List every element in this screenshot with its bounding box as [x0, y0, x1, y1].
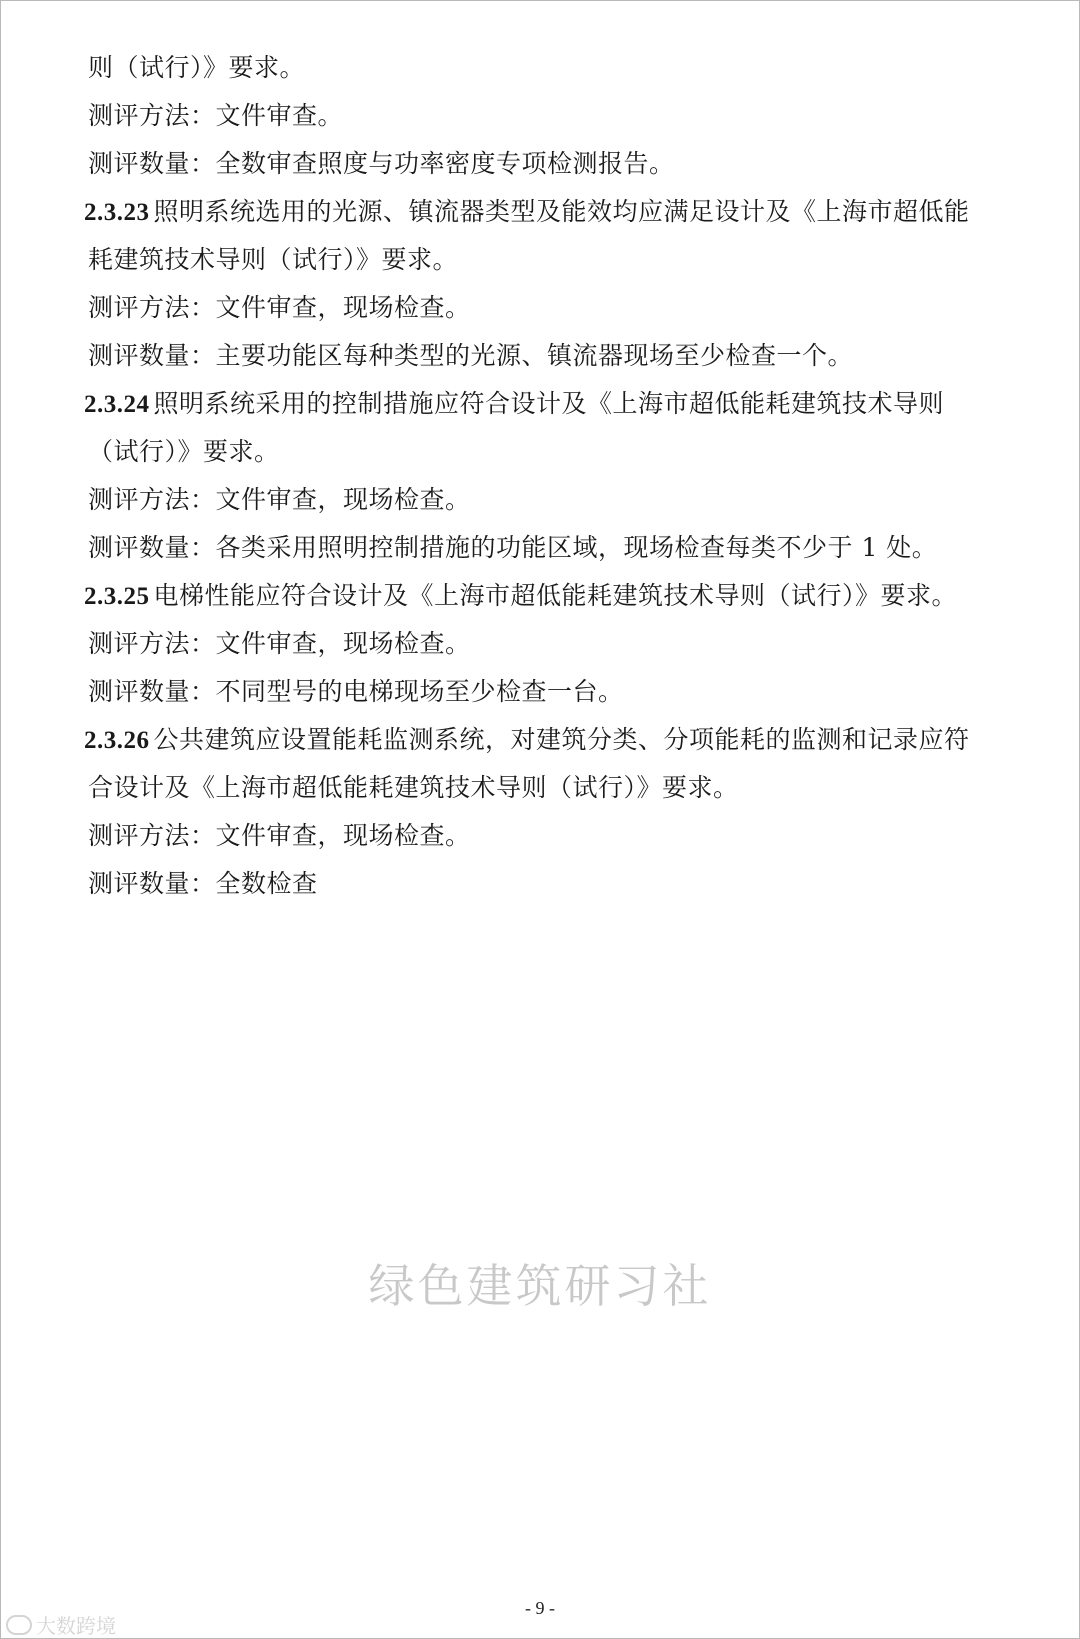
line-text: 测评方法：文件审查，现场检查。 — [88, 485, 471, 514]
line-text: 合设计及《上海市超低能耗建筑技术导则（试行）》要求。 — [88, 773, 739, 802]
clause-number: 2.3.25 — [84, 583, 150, 610]
line-text: 测评方法：文件审查，现场检查。 — [88, 629, 471, 658]
corner-logo — [6, 1610, 116, 1639]
line-text: 测评数量：全数检查 — [88, 869, 318, 898]
line-text: 测评数量：各类采用照明控制措施的功能区域，现场检查每类不少于 1 处。 — [88, 533, 938, 562]
cloud-logo-icon — [6, 1615, 32, 1635]
text-line — [84, 188, 999, 236]
watermark: 绿色建筑研习社 — [368, 1259, 712, 1313]
line-text: 测评方法：文件审查，现场检查。 — [88, 293, 471, 322]
text-line — [84, 428, 999, 476]
text-line — [84, 812, 999, 860]
line-text: 公共建筑应设置能耗监测系统，对建筑分类、分项能耗的监测和记录应符 — [153, 725, 970, 754]
line-text: 测评方法：文件审查。 — [88, 101, 344, 130]
line-text: 电梯性能应符合设计及《上海市超低能耗建筑技术导则（试行）》要求。 — [153, 581, 958, 610]
corner-logo-text: 大数跨境 — [36, 1614, 116, 1638]
clause-number: 2.3.23 — [84, 199, 150, 226]
line-text: 照明系统选用的光源、镇流器类型及能效均应满足设计及《上海市超低能 — [153, 197, 970, 226]
text-line — [84, 476, 999, 524]
text-line — [84, 572, 999, 620]
line-text: 测评数量：主要功能区每种类型的光源、镇流器现场至少检查一个。 — [88, 341, 854, 370]
text-line — [84, 668, 999, 716]
document-body — [84, 44, 999, 908]
line-text: 测评数量：全数审查照度与功率密度专项检测报告。 — [88, 149, 675, 178]
line-text: 照明系统采用的控制措施应符合设计及《上海市超低能耗建筑技术导则 — [153, 389, 945, 418]
text-line — [84, 44, 999, 92]
text-line — [84, 92, 999, 140]
text-line — [84, 332, 999, 380]
text-line — [84, 236, 999, 284]
line-text: 则（试行）》要求。 — [88, 53, 306, 82]
text-line — [84, 284, 999, 332]
text-line — [84, 620, 999, 668]
page-number: - 9 - — [525, 1598, 555, 1618]
text-line — [84, 140, 999, 188]
text-line — [84, 524, 999, 572]
clause-number: 2.3.24 — [84, 391, 150, 418]
line-text: 测评数量：不同型号的电梯现场至少检查一台。 — [88, 677, 624, 706]
clause-number: 2.3.26 — [84, 727, 150, 754]
line-text: （试行）》要求。 — [88, 437, 280, 466]
text-line — [84, 716, 999, 764]
text-line — [84, 380, 999, 428]
line-text: 测评方法：文件审查，现场检查。 — [88, 821, 471, 850]
text-line — [84, 860, 999, 908]
text-line — [84, 764, 999, 812]
line-text: 耗建筑技术导则（试行）》要求。 — [88, 245, 459, 274]
